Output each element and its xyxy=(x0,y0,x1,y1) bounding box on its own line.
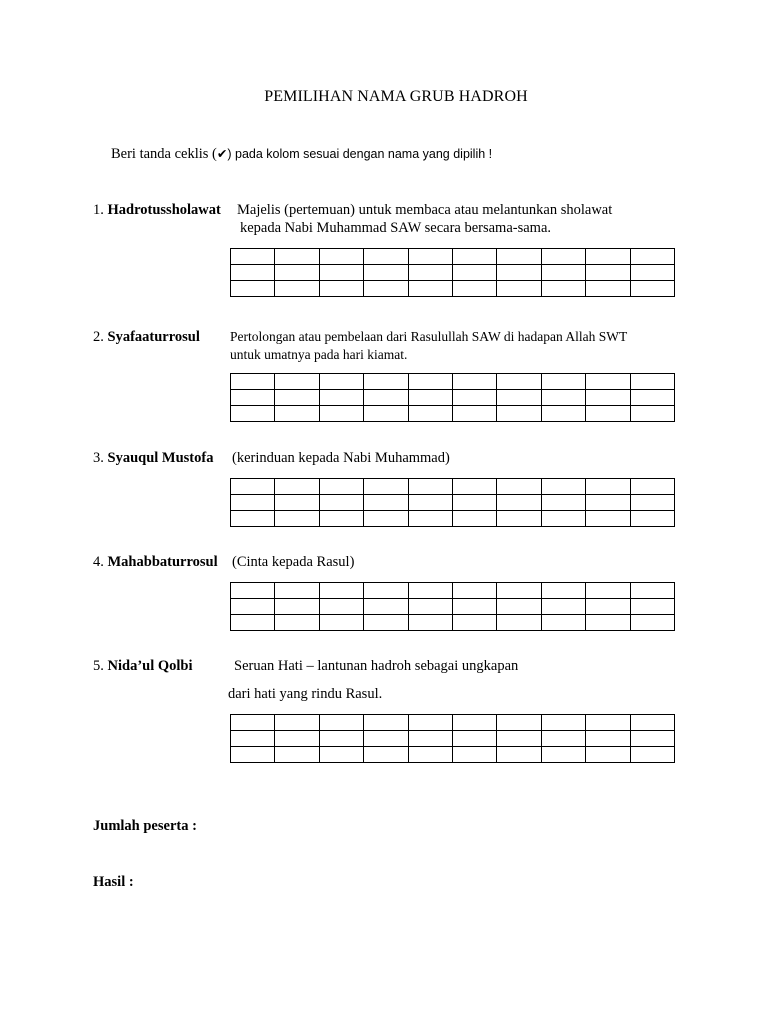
grid-row xyxy=(231,479,675,495)
vote-cell[interactable] xyxy=(586,511,630,527)
item-5-description-line1: Seruan Hati – lantunan hadroh sebagai ungkapan xyxy=(234,658,519,674)
vote-cell[interactable] xyxy=(408,374,452,390)
instruction-prefix: Beri tanda ceklis ( xyxy=(111,146,217,162)
vote-cell[interactable] xyxy=(630,599,674,615)
vote-cell[interactable] xyxy=(408,249,452,265)
vote-cell[interactable] xyxy=(630,406,674,422)
vote-cell[interactable] xyxy=(497,583,541,599)
vote-cell[interactable] xyxy=(541,731,585,747)
vote-cell[interactable] xyxy=(319,265,363,281)
vote-cell[interactable] xyxy=(586,731,630,747)
grid-row xyxy=(231,265,675,281)
vote-cell[interactable] xyxy=(452,511,496,527)
vote-cell[interactable] xyxy=(497,249,541,265)
vote-cell[interactable] xyxy=(586,715,630,731)
vote-cell[interactable] xyxy=(586,479,630,495)
vote-cell[interactable] xyxy=(541,374,585,390)
vote-cell[interactable] xyxy=(452,249,496,265)
vote-cell[interactable] xyxy=(231,374,275,390)
item-1-description-line2: kepada Nabi Muhammad SAW secara bersama-sama. xyxy=(240,220,552,236)
vote-cell[interactable] xyxy=(364,390,408,406)
item-2-description-line1: Pertolongan atau pembelaan dari Rasulullah SAW di hadapan Allah SWT xyxy=(230,329,628,344)
vote-cell[interactable] xyxy=(630,390,674,406)
vote-cell[interactable] xyxy=(364,374,408,390)
vote-cell[interactable] xyxy=(231,715,275,731)
item-2-vote-grid[interactable] xyxy=(230,373,675,422)
item-5-description-line2: dari hati yang rindu Rasul. xyxy=(228,686,383,702)
vote-cell[interactable] xyxy=(541,249,585,265)
item-number: 5. xyxy=(93,658,104,674)
item-name: Mahabbaturrosul xyxy=(107,554,218,570)
vote-cell[interactable] xyxy=(364,495,408,511)
vote-cell[interactable] xyxy=(231,583,275,599)
vote-cell[interactable] xyxy=(408,281,452,297)
vote-cell[interactable] xyxy=(497,495,541,511)
vote-cell[interactable] xyxy=(452,599,496,615)
vote-cell[interactable] xyxy=(452,731,496,747)
vote-cell[interactable] xyxy=(452,615,496,631)
vote-cell[interactable] xyxy=(586,374,630,390)
item-number: 1. xyxy=(93,202,104,218)
grid-row xyxy=(231,495,675,511)
item-3-vote-grid[interactable] xyxy=(230,478,675,527)
vote-cell[interactable] xyxy=(630,249,674,265)
vote-cell[interactable] xyxy=(541,599,585,615)
vote-cell[interactable] xyxy=(275,249,319,265)
vote-cell[interactable] xyxy=(541,390,585,406)
vote-cell[interactable] xyxy=(408,599,452,615)
vote-cell[interactable] xyxy=(586,495,630,511)
vote-cell[interactable] xyxy=(408,479,452,495)
vote-cell[interactable] xyxy=(541,747,585,763)
vote-cell[interactable] xyxy=(586,615,630,631)
item-1-heading xyxy=(93,202,221,219)
item-number: 4. xyxy=(93,554,104,570)
vote-cell[interactable] xyxy=(541,265,585,281)
vote-cell[interactable] xyxy=(452,265,496,281)
vote-cell[interactable] xyxy=(231,390,275,406)
instruction-text xyxy=(111,146,492,163)
vote-cell[interactable] xyxy=(541,495,585,511)
vote-cell[interactable] xyxy=(630,615,674,631)
vote-cell[interactable] xyxy=(541,583,585,599)
item-2-description-line2: untuk umatnya pada hari kiamat. xyxy=(230,347,408,362)
vote-cell[interactable] xyxy=(497,715,541,731)
vote-cell[interactable] xyxy=(364,747,408,763)
item-2-heading xyxy=(93,329,200,346)
vote-cell[interactable] xyxy=(586,583,630,599)
vote-cell[interactable] xyxy=(231,249,275,265)
grid-row xyxy=(231,599,675,615)
vote-cell[interactable] xyxy=(275,731,319,747)
item-1-description-line1: Majelis (pertemuan) untuk membaca atau melantunkan sholawat xyxy=(237,202,613,218)
vote-cell[interactable] xyxy=(630,374,674,390)
vote-cell[interactable] xyxy=(541,406,585,422)
vote-cell[interactable] xyxy=(231,406,275,422)
grid-row xyxy=(231,715,675,731)
grid-row xyxy=(231,615,675,631)
vote-cell[interactable] xyxy=(275,265,319,281)
vote-cell[interactable] xyxy=(630,281,674,297)
item-5-heading xyxy=(93,658,193,675)
vote-cell[interactable] xyxy=(319,747,363,763)
vote-cell[interactable] xyxy=(408,747,452,763)
vote-cell[interactable] xyxy=(586,390,630,406)
vote-cell[interactable] xyxy=(319,615,363,631)
vote-cell[interactable] xyxy=(275,615,319,631)
vote-cell[interactable] xyxy=(452,479,496,495)
vote-cell[interactable] xyxy=(364,615,408,631)
vote-cell[interactable] xyxy=(541,511,585,527)
page-title: PEMILIHAN NAMA GRUB HADROH xyxy=(264,88,528,105)
vote-cell[interactable] xyxy=(586,599,630,615)
vote-cell[interactable] xyxy=(275,374,319,390)
grid-row xyxy=(231,374,675,390)
vote-cell[interactable] xyxy=(630,479,674,495)
vote-cell[interactable] xyxy=(630,583,674,599)
vote-cell[interactable] xyxy=(408,715,452,731)
grid-row xyxy=(231,406,675,422)
vote-cell[interactable] xyxy=(231,281,275,297)
item-name: Nida’ul Qolbi xyxy=(107,658,193,674)
vote-cell[interactable] xyxy=(319,249,363,265)
vote-cell[interactable] xyxy=(541,715,585,731)
vote-cell[interactable] xyxy=(541,281,585,297)
grid-row xyxy=(231,747,675,763)
vote-cell[interactable] xyxy=(275,747,319,763)
vote-cell[interactable] xyxy=(275,583,319,599)
vote-cell[interactable] xyxy=(630,747,674,763)
item-name: Hadrotussholawat xyxy=(107,202,221,218)
vote-cell[interactable] xyxy=(497,479,541,495)
vote-cell[interactable] xyxy=(231,511,275,527)
vote-cell[interactable] xyxy=(452,374,496,390)
vote-cell[interactable] xyxy=(497,390,541,406)
vote-cell[interactable] xyxy=(364,715,408,731)
vote-cell[interactable] xyxy=(231,479,275,495)
vote-cell[interactable] xyxy=(452,715,496,731)
item-1-vote-grid[interactable] xyxy=(230,248,675,297)
vote-cell[interactable] xyxy=(452,495,496,511)
vote-cell[interactable] xyxy=(408,511,452,527)
vote-cell[interactable] xyxy=(231,615,275,631)
grid-row xyxy=(231,249,675,265)
vote-cell[interactable] xyxy=(408,615,452,631)
item-number: 2. xyxy=(93,329,104,345)
vote-cell[interactable] xyxy=(497,281,541,297)
grid-row xyxy=(231,281,675,297)
vote-cell[interactable] xyxy=(364,479,408,495)
vote-cell[interactable] xyxy=(497,599,541,615)
vote-cell[interactable] xyxy=(364,599,408,615)
vote-cell[interactable] xyxy=(364,583,408,599)
participants-label: Jumlah peserta : xyxy=(93,818,197,834)
vote-cell[interactable] xyxy=(319,511,363,527)
vote-cell[interactable] xyxy=(319,599,363,615)
vote-cell[interactable] xyxy=(275,406,319,422)
item-name: Syafaaturrosul xyxy=(107,329,200,345)
vote-cell[interactable] xyxy=(630,715,674,731)
vote-cell[interactable] xyxy=(452,747,496,763)
item-3-heading xyxy=(93,450,213,467)
vote-cell[interactable] xyxy=(319,281,363,297)
vote-cell[interactable] xyxy=(364,511,408,527)
vote-cell[interactable] xyxy=(497,747,541,763)
vote-cell[interactable] xyxy=(364,731,408,747)
vote-cell[interactable] xyxy=(497,374,541,390)
vote-cell[interactable] xyxy=(497,615,541,631)
vote-cell[interactable] xyxy=(586,249,630,265)
vote-cell[interactable] xyxy=(586,406,630,422)
vote-cell[interactable] xyxy=(408,731,452,747)
vote-cell[interactable] xyxy=(319,406,363,422)
vote-cell[interactable] xyxy=(319,495,363,511)
item-name: Syauqul Mustofa xyxy=(107,450,214,466)
vote-cell[interactable] xyxy=(275,511,319,527)
vote-cell[interactable] xyxy=(452,583,496,599)
vote-cell[interactable] xyxy=(319,731,363,747)
result-label: Hasil : xyxy=(93,874,134,890)
vote-cell[interactable] xyxy=(630,495,674,511)
vote-cell[interactable] xyxy=(586,265,630,281)
item-3-description: (kerinduan kepada Nabi Muhammad) xyxy=(232,450,450,466)
vote-cell[interactable] xyxy=(319,583,363,599)
vote-cell[interactable] xyxy=(630,265,674,281)
vote-cell[interactable] xyxy=(408,390,452,406)
vote-cell[interactable] xyxy=(408,265,452,281)
vote-cell[interactable] xyxy=(364,265,408,281)
vote-cell[interactable] xyxy=(231,599,275,615)
vote-cell[interactable] xyxy=(497,731,541,747)
vote-cell[interactable] xyxy=(275,479,319,495)
vote-cell[interactable] xyxy=(364,281,408,297)
vote-cell[interactable] xyxy=(319,479,363,495)
vote-cell[interactable] xyxy=(319,390,363,406)
vote-cell[interactable] xyxy=(541,615,585,631)
vote-cell[interactable] xyxy=(497,511,541,527)
vote-cell[interactable] xyxy=(231,731,275,747)
vote-cell[interactable] xyxy=(630,511,674,527)
vote-cell[interactable] xyxy=(497,265,541,281)
vote-cell[interactable] xyxy=(408,495,452,511)
vote-cell[interactable] xyxy=(364,406,408,422)
grid-row xyxy=(231,390,675,406)
item-number: 3. xyxy=(93,450,104,466)
vote-cell[interactable] xyxy=(275,390,319,406)
vote-cell[interactable] xyxy=(408,406,452,422)
vote-cell[interactable] xyxy=(630,731,674,747)
instruction-suffix: ) pada kolom sesuai dengan nama yang dipilih ! xyxy=(227,147,493,161)
item-4-vote-grid[interactable] xyxy=(230,582,675,631)
grid-row xyxy=(231,511,675,527)
vote-cell[interactable] xyxy=(586,281,630,297)
vote-cell[interactable] xyxy=(275,715,319,731)
vote-cell[interactable] xyxy=(319,374,363,390)
vote-cell[interactable] xyxy=(231,495,275,511)
item-4-description: (Cinta kepada Rasul) xyxy=(232,554,355,570)
item-4-heading xyxy=(93,554,218,571)
vote-cell[interactable] xyxy=(497,406,541,422)
vote-cell[interactable] xyxy=(452,406,496,422)
vote-cell[interactable] xyxy=(275,281,319,297)
vote-cell[interactable] xyxy=(319,715,363,731)
vote-cell[interactable] xyxy=(541,479,585,495)
grid-row xyxy=(231,583,675,599)
vote-cell[interactable] xyxy=(231,747,275,763)
vote-cell[interactable] xyxy=(408,583,452,599)
check-mark-icon: ✔ xyxy=(216,147,228,161)
vote-cell[interactable] xyxy=(275,495,319,511)
vote-cell[interactable] xyxy=(586,747,630,763)
item-5-vote-grid[interactable] xyxy=(230,714,675,763)
grid-row xyxy=(231,731,675,747)
vote-cell[interactable] xyxy=(364,249,408,265)
vote-cell[interactable] xyxy=(275,599,319,615)
vote-cell[interactable] xyxy=(231,265,275,281)
vote-cell[interactable] xyxy=(452,281,496,297)
vote-cell[interactable] xyxy=(452,390,496,406)
